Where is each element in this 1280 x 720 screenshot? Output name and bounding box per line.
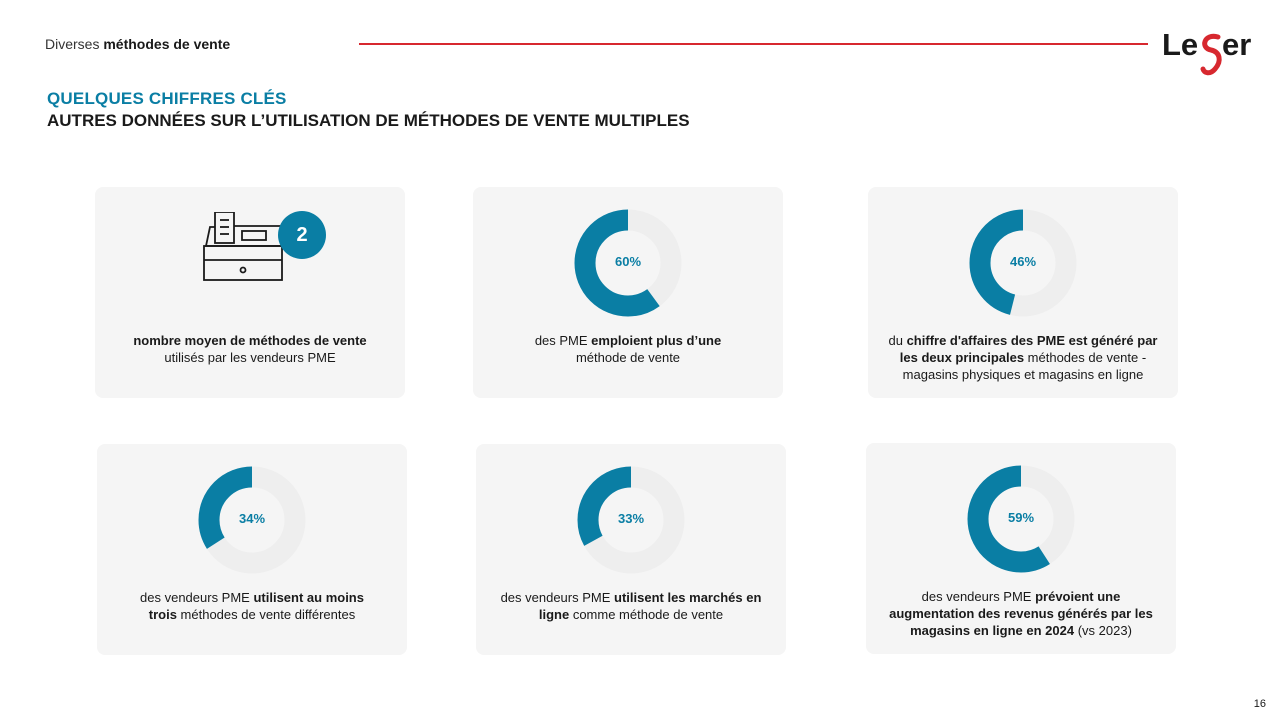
caption-segment: des PME (534, 333, 592, 348)
caption-segment: des vendeurs PME (140, 590, 254, 605)
caption-segment: magasins physiques et magasins en ligne (902, 367, 1144, 382)
caption-segment: des vendeurs PME (500, 590, 615, 605)
caption-segment: utilisent les marchés en (614, 590, 762, 605)
stat-card-three-methods (97, 444, 407, 655)
donut-percent-label: 34% (238, 511, 266, 526)
donut-percent-label: 33% (617, 511, 645, 526)
stat-caption (109, 332, 391, 366)
leger-logo-icon (1160, 24, 1256, 80)
page-title: AUTRES DONNÉES SUR L’UTILISATION DE MÉTHODES DE VENTE MULTIPLES (47, 111, 690, 130)
kicker-heading: QUELQUES CHIFFRES CLÉS (47, 89, 287, 108)
stat-caption (490, 589, 772, 623)
donut-chart (967, 465, 1075, 573)
stat-caption (487, 332, 769, 366)
caption-segment: méthodes de vente différentes (176, 607, 356, 622)
donut-percent-label: 60% (614, 254, 642, 269)
section-title-bold: méthodes de vente (103, 36, 231, 52)
caption-segment: trois (148, 607, 177, 622)
donut-chart (577, 466, 685, 574)
caption-segment: ligne (538, 607, 570, 622)
caption-segment: augmentation des revenus générés par les (889, 606, 1153, 621)
caption-segment: méthodes de vente - (1024, 350, 1147, 365)
donut-chart (969, 209, 1077, 317)
header-divider (359, 43, 1148, 45)
caption-segment: utilisés par les vendeurs PME (164, 350, 336, 365)
donut-chart (198, 466, 306, 574)
stat-card-online-marketplaces (476, 444, 786, 655)
leger-logo (1160, 24, 1256, 80)
donut-chart (574, 209, 682, 317)
cash-register-icon (200, 212, 288, 288)
page-number: 16 (1253, 698, 1266, 710)
svg-text:er: er (1222, 27, 1252, 62)
stat-card-average-methods (95, 187, 405, 398)
caption-segment: du (888, 333, 907, 348)
stat-card-online-revenue-growth (866, 443, 1176, 654)
caption-segment: prévoient une (1035, 589, 1121, 604)
caption-segment: magasins en ligne en 2024 (910, 623, 1075, 638)
donut-percent-label: 59% (1007, 510, 1035, 525)
caption-segment: utilisent au moins (253, 590, 364, 605)
caption-segment: comme méthode de vente (569, 607, 724, 622)
caption-segment: méthode de vente (575, 350, 681, 365)
caption-segment: emploient plus d’une (591, 333, 722, 348)
section-title (45, 36, 230, 52)
caption-segment: les deux principales (899, 350, 1025, 365)
stat-card-revenue-share (868, 187, 1178, 398)
section-title-light: Diverses (45, 36, 100, 52)
svg-text:Le: Le (1162, 27, 1199, 62)
stat-caption (880, 588, 1162, 639)
caption-segment: chiffre d'affaires des PME est généré par (906, 333, 1158, 348)
stat-card-multiple-methods (473, 187, 783, 398)
average-count-badge: 2 (278, 211, 326, 259)
stat-caption (111, 589, 393, 623)
stat-caption (882, 332, 1164, 383)
donut-percent-label: 46% (1009, 254, 1037, 269)
caption-segment: des vendeurs PME (921, 589, 1036, 604)
caption-segment: (vs 2023) (1074, 623, 1132, 638)
caption-segment: nombre moyen de méthodes de vente (133, 333, 367, 348)
